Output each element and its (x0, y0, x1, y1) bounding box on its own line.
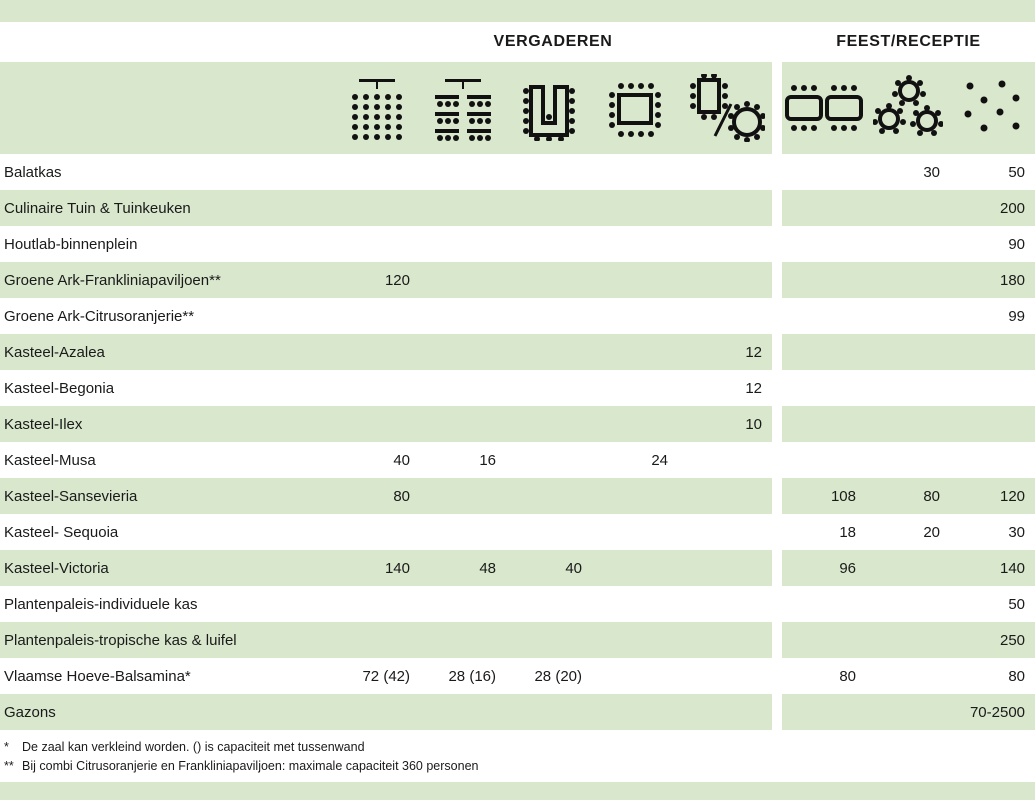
room-name: Groene Ark-Citrusoranjerie** (0, 298, 334, 334)
column-header-reception-standing (950, 62, 1035, 154)
icon-header-row (0, 62, 1035, 154)
capacity-classroom (420, 262, 506, 298)
capacity-banquet-long (782, 154, 866, 190)
table-row (0, 370, 1035, 406)
capacity-standing-round (678, 154, 772, 190)
top-accent-bar (0, 0, 1035, 22)
capacity-standing-round (678, 190, 772, 226)
capacity-reception: 140 (950, 550, 1035, 586)
capacity-classroom (420, 226, 506, 262)
capacity-theater (334, 514, 420, 550)
capacity-banquet-round (866, 334, 950, 370)
table-row (0, 262, 1035, 298)
capacity-banquet-long (782, 262, 866, 298)
room-name: Houtlab-binnenplein (0, 226, 334, 262)
capacity-boardroom (592, 154, 678, 190)
capacity-banquet-round (866, 622, 950, 658)
capacity-standing-round (678, 514, 772, 550)
capacity-reception (950, 334, 1035, 370)
capacity-theater: 40 (334, 442, 420, 478)
footnote-single-star (4, 738, 1035, 757)
room-name: Culinaire Tuin & Tuinkeuken (0, 190, 334, 226)
icon-header-gap (772, 62, 782, 154)
capacity-boardroom (592, 586, 678, 622)
capacity-ushape (506, 334, 592, 370)
capacity-reception: 250 (950, 622, 1035, 658)
column-header-banquet-long (782, 62, 866, 154)
banquet-round-tables-icon (866, 62, 950, 154)
row-gap (772, 154, 782, 190)
capacity-theater (334, 622, 420, 658)
room-name: Kasteel- Sequoia (0, 514, 334, 550)
capacity-standing-round: 12 (678, 334, 772, 370)
capacity-banquet-round (866, 694, 950, 730)
table-row (0, 622, 1035, 658)
capacity-boardroom (592, 190, 678, 226)
capacity-standing-round: 10 (678, 406, 772, 442)
capacity-theater (334, 226, 420, 262)
column-header-theater (334, 62, 420, 154)
table-row (0, 550, 1035, 586)
capacity-theater (334, 406, 420, 442)
capacity-theater: 140 (334, 550, 420, 586)
column-header-ushape (506, 62, 592, 154)
capacity-banquet-round (866, 406, 950, 442)
capacity-reception: 120 (950, 478, 1035, 514)
standing-or-round-seating-icon (678, 62, 772, 154)
capacity-ushape: 40 (506, 550, 592, 586)
capacity-classroom (420, 622, 506, 658)
capacity-banquet-round: 30 (866, 154, 950, 190)
u-shape-seating-icon (506, 62, 592, 154)
capacity-ushape (506, 370, 592, 406)
row-gap (772, 550, 782, 586)
table-row (0, 334, 1035, 370)
table-row (0, 442, 1035, 478)
group-header-feest-receptie: FEEST/RECEPTIE (782, 22, 1035, 62)
table-row (0, 298, 1035, 334)
capacity-boardroom (592, 298, 678, 334)
table-row (0, 478, 1035, 514)
capacity-banquet-round (866, 658, 950, 694)
capacity-ushape (506, 586, 592, 622)
capacity-banquet-round: 80 (866, 478, 950, 514)
row-gap (772, 406, 782, 442)
capacity-boardroom (592, 334, 678, 370)
capacity-theater (334, 298, 420, 334)
group-header-spacer (0, 22, 334, 62)
capacity-ushape (506, 190, 592, 226)
table-row (0, 658, 1035, 694)
room-name: Plantenpaleis-tropische kas & luifel (0, 622, 334, 658)
capacity-ushape: 28 (20) (506, 658, 592, 694)
capacity-banquet-long (782, 622, 866, 658)
capacity-reception: 70-2500 (950, 694, 1035, 730)
capacity-standing-round (678, 550, 772, 586)
capacity-standing-round (678, 586, 772, 622)
capacity-reception (950, 442, 1035, 478)
room-name: Kasteel-Sansevieria (0, 478, 334, 514)
capacity-classroom (420, 154, 506, 190)
table-row (0, 694, 1035, 730)
footnote-marker: * (4, 740, 9, 754)
reception-standing-icon (950, 62, 1035, 154)
capacity-banquet-long (782, 442, 866, 478)
capacity-banquet-round (866, 370, 950, 406)
capacity-classroom (420, 406, 506, 442)
bottom-accent-bar (0, 782, 1035, 800)
group-header-row (0, 22, 1035, 62)
table-row (0, 406, 1035, 442)
row-gap (772, 694, 782, 730)
column-header-standing-round (678, 62, 772, 154)
capacity-theater: 120 (334, 262, 420, 298)
footnote-marker: ** (4, 759, 14, 774)
capacity-ushape (506, 298, 592, 334)
row-gap (772, 226, 782, 262)
row-gap (772, 658, 782, 694)
capacity-banquet-round (866, 550, 950, 586)
capacity-banquet-long (782, 694, 866, 730)
capacity-ushape (506, 262, 592, 298)
capacity-banquet-long (782, 334, 866, 370)
capacity-standing-round (678, 478, 772, 514)
capacity-theater: 72 (42) (334, 658, 420, 694)
room-name: Plantenpaleis-individuele kas (0, 586, 334, 622)
capacity-banquet-round (866, 226, 950, 262)
capacity-boardroom (592, 478, 678, 514)
row-gap (772, 370, 782, 406)
capacity-classroom (420, 694, 506, 730)
table-row (0, 190, 1035, 226)
capacity-standing-round (678, 658, 772, 694)
capacity-ushape (506, 226, 592, 262)
footnote-text: De zaal kan verkleind worden. () is capaciteit met tussenwand (22, 740, 365, 754)
capacity-reception: 180 (950, 262, 1035, 298)
capacity-classroom (420, 334, 506, 370)
room-name: Gazons (0, 694, 334, 730)
room-name: Kasteel-Musa (0, 442, 334, 478)
icon-header-name-cell (0, 62, 334, 154)
capacity-banquet-long (782, 370, 866, 406)
capacity-banquet-round (866, 586, 950, 622)
capacity-standing-round (678, 298, 772, 334)
column-header-boardroom (592, 62, 678, 154)
classroom-seating-icon (420, 62, 506, 154)
row-gap (772, 298, 782, 334)
capacity-boardroom (592, 514, 678, 550)
column-header-banquet-round (866, 62, 950, 154)
table-row (0, 226, 1035, 262)
capacity-table (0, 22, 1035, 730)
capacity-reception: 90 (950, 226, 1035, 262)
capacity-banquet-long: 80 (782, 658, 866, 694)
footnote-double-star (4, 757, 1035, 776)
capacity-reception: 200 (950, 190, 1035, 226)
capacity-banquet-round (866, 298, 950, 334)
room-name: Groene Ark-Frankliniapaviljoen** (0, 262, 334, 298)
capacity-theater: 80 (334, 478, 420, 514)
capacity-reception: 80 (950, 658, 1035, 694)
capacity-reception (950, 406, 1035, 442)
capacity-boardroom (592, 694, 678, 730)
capacity-standing-round (678, 262, 772, 298)
row-gap (772, 514, 782, 550)
capacity-boardroom (592, 406, 678, 442)
capacity-banquet-long (782, 190, 866, 226)
column-header-classroom (420, 62, 506, 154)
capacity-reception: 30 (950, 514, 1035, 550)
footnotes (0, 738, 1035, 777)
capacity-boardroom (592, 622, 678, 658)
row-gap (772, 190, 782, 226)
room-name: Kasteel-Begonia (0, 370, 334, 406)
capacity-classroom (420, 586, 506, 622)
room-name: Balatkas (0, 154, 334, 190)
row-gap (772, 262, 782, 298)
capacity-banquet-long (782, 298, 866, 334)
row-gap (772, 622, 782, 658)
capacity-classroom (420, 190, 506, 226)
capacity-banquet-round (866, 190, 950, 226)
table-row (0, 586, 1035, 622)
capacity-standing-round: 12 (678, 370, 772, 406)
capacity-banquet-long (782, 406, 866, 442)
footnote-text: Bij combi Citrusoranjerie en Frankliniapaviljoen: maximale capaciteit 360 personen (22, 759, 479, 774)
capacity-ushape (506, 406, 592, 442)
boardroom-seating-icon (592, 62, 678, 154)
capacity-banquet-long: 108 (782, 478, 866, 514)
capacity-boardroom (592, 370, 678, 406)
capacity-ushape (506, 442, 592, 478)
capacity-banquet-round: 20 (866, 514, 950, 550)
capacity-theater (334, 370, 420, 406)
row-gap (772, 478, 782, 514)
capacity-banquet-round (866, 262, 950, 298)
capacity-boardroom (592, 658, 678, 694)
capacity-banquet-long (782, 586, 866, 622)
capacity-reception: 50 (950, 154, 1035, 190)
capacity-ushape (506, 514, 592, 550)
capacity-standing-round (678, 442, 772, 478)
banquet-long-tables-icon (782, 62, 866, 154)
capacity-classroom (420, 514, 506, 550)
capacity-banquet-long (782, 226, 866, 262)
capacity-banquet-round (866, 442, 950, 478)
capacity-theater (334, 334, 420, 370)
capacity-standing-round (678, 226, 772, 262)
capacity-boardroom (592, 226, 678, 262)
capacity-theater (334, 586, 420, 622)
group-header-gap (772, 22, 782, 62)
room-name: Vlaamse Hoeve-Balsamina* (0, 658, 334, 694)
capacity-theater (334, 694, 420, 730)
room-name: Kasteel-Victoria (0, 550, 334, 586)
row-gap (772, 334, 782, 370)
capacity-ushape (506, 694, 592, 730)
capacity-classroom: 28 (16) (420, 658, 506, 694)
capacity-standing-round (678, 694, 772, 730)
capacity-theater (334, 154, 420, 190)
capacity-ushape (506, 478, 592, 514)
capacity-boardroom (592, 550, 678, 586)
capacity-banquet-long: 18 (782, 514, 866, 550)
capacity-classroom (420, 478, 506, 514)
capacity-reception (950, 370, 1035, 406)
capacity-classroom (420, 298, 506, 334)
room-name: Kasteel-Azalea (0, 334, 334, 370)
room-name: Kasteel-Ilex (0, 406, 334, 442)
capacity-classroom (420, 370, 506, 406)
capacity-ushape (506, 154, 592, 190)
capacity-boardroom: 24 (592, 442, 678, 478)
capacity-reception: 50 (950, 586, 1035, 622)
table-row (0, 154, 1035, 190)
capacity-classroom: 16 (420, 442, 506, 478)
capacity-theater (334, 190, 420, 226)
capacity-classroom: 48 (420, 550, 506, 586)
table-row (0, 514, 1035, 550)
theater-seating-icon (334, 62, 420, 154)
capacity-ushape (506, 622, 592, 658)
row-gap (772, 442, 782, 478)
capacity-standing-round (678, 622, 772, 658)
group-header-vergaderen: VERGADEREN (334, 22, 772, 62)
capacity-banquet-long: 96 (782, 550, 866, 586)
row-gap (772, 586, 782, 622)
capacity-boardroom (592, 262, 678, 298)
capacity-reception: 99 (950, 298, 1035, 334)
